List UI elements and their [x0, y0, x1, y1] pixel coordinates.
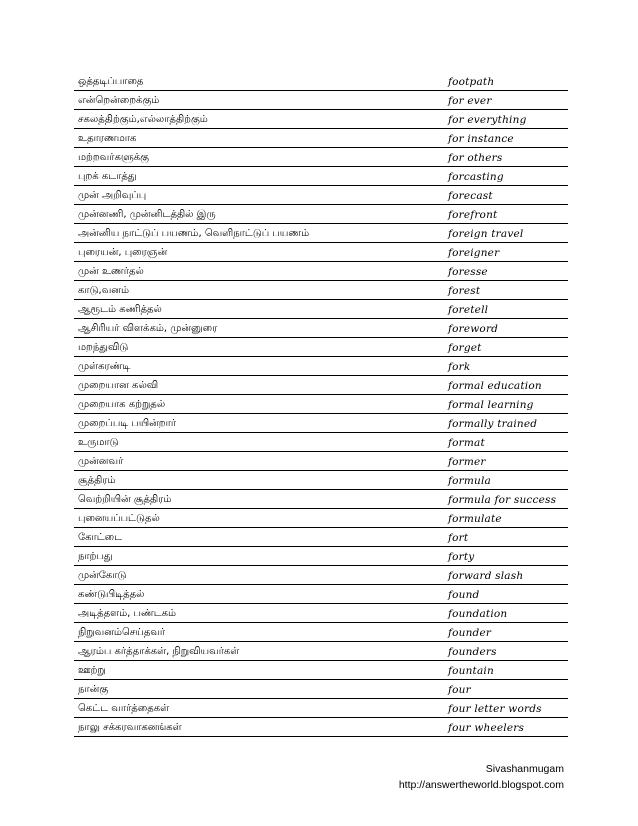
glossary-row: [74, 547, 568, 566]
page-footer: [399, 761, 564, 793]
tamil-term: முன் அறிவுப்பு: [74, 186, 444, 205]
english-term: formal education: [444, 376, 568, 395]
footer-url: http://answertheworld.blogspot.com: [398, 779, 564, 791]
english-term: forward slash: [444, 566, 568, 585]
tamil-term: முறைப்படி பயின்றார்: [74, 414, 444, 433]
english-term: foreigner: [444, 243, 568, 262]
glossary-table: [74, 72, 568, 737]
tamil-term: நிறுவனம்செய்தவர்: [74, 623, 444, 642]
tamil-term: முறையாக கற்றுதல்: [74, 395, 444, 414]
english-term: forcasting: [444, 167, 568, 186]
tamil-term: முன்கோடு: [74, 566, 444, 585]
tamil-term: சகலத்திற்கும்,எல்லாத்திற்கும்: [74, 110, 444, 129]
english-term: footpath: [444, 72, 568, 91]
tamil-term: முன்னவர்: [74, 452, 444, 471]
glossary-row: [74, 91, 568, 110]
english-term: formula for success: [444, 490, 568, 509]
tamil-term: அன்னிய நாட்டுப் பயணம், வெளிநாட்டுப் பயணம்: [74, 224, 444, 243]
tamil-term: முன்னணி, முன்னிடத்தில் இரு: [74, 205, 444, 224]
glossary-row: [74, 566, 568, 585]
glossary-row: [74, 699, 568, 718]
glossary-row: [74, 490, 568, 509]
tamil-term: ஆசிரியர் விளக்கம், முன்னுரை: [74, 319, 444, 338]
english-term: foretell: [444, 300, 568, 319]
tamil-term: நாற்பது: [74, 547, 444, 566]
tamil-term: ஒத்தடிப்பாதை: [74, 72, 444, 91]
tamil-term: கெட்ட வார்த்தைகள்: [74, 699, 444, 718]
tamil-term: என்றென்றைக்கும்: [74, 91, 444, 110]
english-term: foresse: [444, 262, 568, 281]
glossary-row: [74, 718, 568, 737]
english-term: forty: [444, 547, 568, 566]
glossary-row: [74, 300, 568, 319]
glossary-row: [74, 167, 568, 186]
glossary-row: [74, 205, 568, 224]
tamil-term: மற்றவர்களுக்கு: [74, 148, 444, 167]
glossary-row: [74, 661, 568, 680]
glossary-row: [74, 357, 568, 376]
glossary-row: [74, 528, 568, 547]
tamil-term: மறந்துவிடு: [74, 338, 444, 357]
english-term: founders: [444, 642, 568, 661]
tamil-term: நான்கு: [74, 680, 444, 699]
glossary-row: [74, 509, 568, 528]
glossary-row: [74, 224, 568, 243]
tamil-term: கோட்டை: [74, 528, 444, 547]
tamil-term: முள்கரண்டி: [74, 357, 444, 376]
tamil-term: அடித்தளம், பண்டகம்: [74, 604, 444, 623]
english-term: forecast: [444, 186, 568, 205]
english-term: former: [444, 452, 568, 471]
tamil-term: முறையான கல்வி: [74, 376, 444, 395]
glossary-row: [74, 471, 568, 490]
english-term: four letter words: [444, 699, 568, 718]
english-term: formula: [444, 471, 568, 490]
english-term: four: [444, 680, 568, 699]
glossary-row: [74, 148, 568, 167]
tamil-term: வெற்றியின் சூத்திரம்: [74, 490, 444, 509]
tamil-term: உதாரணமாக: [74, 129, 444, 148]
glossary-body: [74, 72, 568, 737]
glossary-row: [74, 243, 568, 262]
tamil-term: புறக் கடாத்து: [74, 167, 444, 186]
english-term: four wheelers: [444, 718, 568, 737]
tamil-term: ஊற்று: [74, 661, 444, 680]
glossary-row: [74, 129, 568, 148]
english-term: formulate: [444, 509, 568, 528]
tamil-term: ஆரூடம் கணித்தல்: [74, 300, 444, 319]
english-term: forget: [444, 338, 568, 357]
glossary-row: [74, 585, 568, 604]
english-term: foundation: [444, 604, 568, 623]
tamil-term: புரையன், புரைஞன்: [74, 243, 444, 262]
glossary-row: [74, 110, 568, 129]
english-term: fountain: [444, 661, 568, 680]
english-term: for instance: [444, 129, 568, 148]
english-term: fort: [444, 528, 568, 547]
footer-author: Sivashanmugam: [485, 763, 564, 775]
tamil-term: காடு,வனம்: [74, 281, 444, 300]
english-term: founder: [444, 623, 568, 642]
english-term: foreign travel: [444, 224, 568, 243]
tamil-term: ஆரம்ப கர்த்தாக்கள், நிறுவியவர்கள்: [74, 642, 444, 661]
glossary-row: [74, 262, 568, 281]
english-term: formally trained: [444, 414, 568, 433]
glossary-row: [74, 642, 568, 661]
tamil-term: சூத்திரம்: [74, 471, 444, 490]
glossary-row: [74, 433, 568, 452]
glossary-row: [74, 281, 568, 300]
glossary-row: [74, 72, 568, 91]
glossary-row: [74, 186, 568, 205]
glossary-row: [74, 604, 568, 623]
english-term: formal learning: [444, 395, 568, 414]
tamil-term: முன் உணர்தல்: [74, 262, 444, 281]
english-term: for others: [444, 148, 568, 167]
english-term: foreword: [444, 319, 568, 338]
tamil-term: புனையப்பட்டுதல்: [74, 509, 444, 528]
glossary-row: [74, 376, 568, 395]
tamil-term: நாலு சக்கரவாகனங்கள்: [74, 718, 444, 737]
glossary-row: [74, 414, 568, 433]
english-term: forefront: [444, 205, 568, 224]
tamil-term: கண்டுபிடித்தல்: [74, 585, 444, 604]
english-term: found: [444, 585, 568, 604]
glossary-row: [74, 338, 568, 357]
glossary-row: [74, 319, 568, 338]
tamil-term: உருமாடு: [74, 433, 444, 452]
english-term: forest: [444, 281, 568, 300]
english-term: for ever: [444, 91, 568, 110]
glossary-row: [74, 452, 568, 471]
glossary-row: [74, 623, 568, 642]
glossary-row: [74, 395, 568, 414]
glossary-row: [74, 680, 568, 699]
english-term: fork: [444, 357, 568, 376]
english-term: for everything: [444, 110, 568, 129]
english-term: format: [444, 433, 568, 452]
